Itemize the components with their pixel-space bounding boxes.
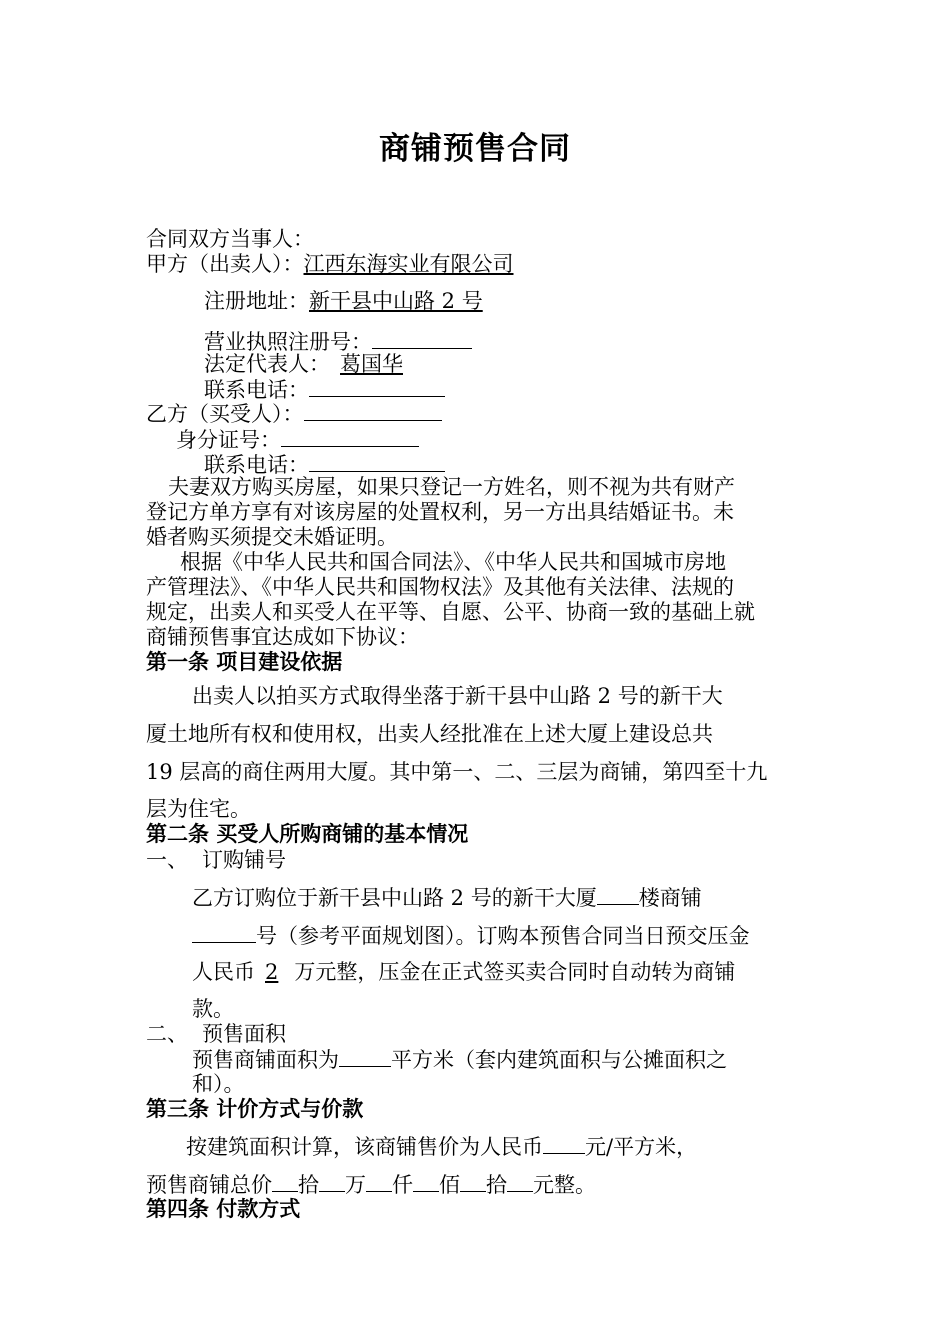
article-1-line: 19 层高的商住两用大厦。其中第一、二、三层为商铺，第四至十九 <box>146 760 768 784</box>
legal-rep-line <box>204 351 487 377</box>
basis-line: 规定，出卖人和买受人在平等、自愿、公平、协商一致的基础上就 <box>146 600 755 624</box>
amount-unit: 仟 <box>392 1173 413 1197</box>
party-a-line <box>146 251 534 277</box>
article-1-line: 厦土地所有权和使用权，出卖人经批准在上述大厦上建设总共 <box>146 722 713 746</box>
party-b-label: 乙方（买受人）： <box>146 402 304 426</box>
section-2-heading <box>146 1021 286 1047</box>
phone-a-blank <box>309 376 445 397</box>
basis-line: 产管理法》、《中华人民共和国物权法》及其他有关法律、法规的 <box>146 575 734 599</box>
article-1-line: 出卖人以拍买方式取得坐落于新干县中山路 2 号的新干大 <box>192 684 723 708</box>
amount-unit: 万 <box>345 1173 366 1197</box>
license-label: 营业执照注册号： <box>204 330 372 354</box>
reg-address-label: 注册地址： <box>204 289 309 313</box>
reg-address-value: 新干县中山路 2 号 <box>309 289 483 313</box>
section-1-line: 款。 <box>192 997 234 1021</box>
basis-line: 根据《中华人民共和国合同法》、《中华人民共和国城市房地 <box>180 550 726 574</box>
article-1-line: 层为住宅。 <box>146 797 251 821</box>
phone-a-label: 联系电话： <box>204 378 309 402</box>
section-1-number: 一、 <box>146 848 188 872</box>
section-1-title: 订购铺号 <box>202 848 286 872</box>
area-blank <box>339 1046 391 1067</box>
section-1-line <box>192 884 702 911</box>
amount-blank <box>413 1171 439 1192</box>
party-a-name: 江西东海实业有限公司 <box>303 252 514 276</box>
couple-line: 婚者购买须提交未婚证明。 <box>146 525 398 549</box>
parties-intro: 合同双方当事人： <box>146 227 314 251</box>
document-title: 商铺预售合同 <box>379 131 571 167</box>
unit-price-blank <box>543 1133 585 1154</box>
section-2-text: 平方米（套内建筑面积与公摊面积之 <box>391 1048 727 1072</box>
article-3-text: 按建筑面积计算，该商铺售价为人民币 <box>186 1135 543 1159</box>
section-2-line <box>192 1046 727 1073</box>
party-b-blank <box>304 400 442 421</box>
id-label: 身分证号： <box>176 428 281 452</box>
phone-b-label: 联系电话： <box>204 453 309 477</box>
section-1-text: 万元整，压金在正式签买卖合同时自动转为商铺 <box>294 960 736 984</box>
phone-b-blank <box>309 451 445 472</box>
article-1-title: 第一条 项目建设依据 <box>146 649 343 674</box>
amount-blank <box>460 1171 486 1192</box>
amount-unit: 拾 <box>298 1173 319 1197</box>
article-2-title: 第二条 买受人所购商铺的基本情况 <box>146 821 469 846</box>
amount-unit: 佰 <box>439 1173 460 1197</box>
floor-blank <box>597 884 639 905</box>
couple-line: 登记方单方享有对该房屋的处置权利，另一方出具结婚证书。未 <box>146 500 734 524</box>
party-b-line <box>146 400 442 427</box>
section-2-text: 预售商铺面积为 <box>192 1048 339 1072</box>
section-1-text: 号（参考平面规划图）。订购本预售合同当日预交压金 <box>256 924 750 948</box>
section-1-heading <box>146 847 286 873</box>
amount-unit: 元整。 <box>533 1173 596 1197</box>
id-line <box>176 426 419 453</box>
legal-rep-value: 葛国华 <box>340 352 403 376</box>
party-a-label: 甲方（出卖人）： <box>146 252 304 276</box>
amount-blank <box>366 1171 392 1192</box>
amount-blank <box>319 1171 345 1192</box>
article-3-line <box>146 1171 596 1198</box>
amount-blank <box>272 1171 298 1192</box>
article-3-line <box>186 1133 697 1160</box>
section-1-line <box>192 959 735 985</box>
id-blank <box>281 426 419 447</box>
section-2-number: 二、 <box>146 1022 188 1046</box>
couple-line: 夫妻双方购买房屋，如果只登记一方姓名，则不视为共有财产 <box>168 475 735 499</box>
article-3-text: 元/平方米， <box>585 1135 698 1159</box>
phone-a-line <box>204 376 445 403</box>
deposit-amount: 2 <box>265 960 279 984</box>
basis-line: 商铺预售事宜达成如下协议： <box>146 625 419 649</box>
section-1-text: 乙方订购位于新干县中山路 2 号的新干大厦 <box>192 886 597 910</box>
article-3-text: 预售商铺总价 <box>146 1173 272 1197</box>
section-2-title: 预售面积 <box>202 1022 286 1046</box>
section-2-line: 和）。 <box>192 1072 245 1096</box>
section-1-line <box>192 922 750 949</box>
amount-blank <box>507 1171 533 1192</box>
section-1-text: 楼商铺 <box>638 886 702 910</box>
section-1-text: 人民币 <box>192 960 255 984</box>
shop-number-blank <box>192 922 256 943</box>
article-4-title: 第四条 付款方式 <box>146 1196 301 1221</box>
reg-address-line <box>204 288 525 314</box>
amount-unit: 拾 <box>486 1173 507 1197</box>
legal-rep-label: 法定代表人： <box>204 352 330 376</box>
license-blank <box>372 328 472 349</box>
article-3-title: 第三条 计价方式与价款 <box>146 1096 364 1121</box>
